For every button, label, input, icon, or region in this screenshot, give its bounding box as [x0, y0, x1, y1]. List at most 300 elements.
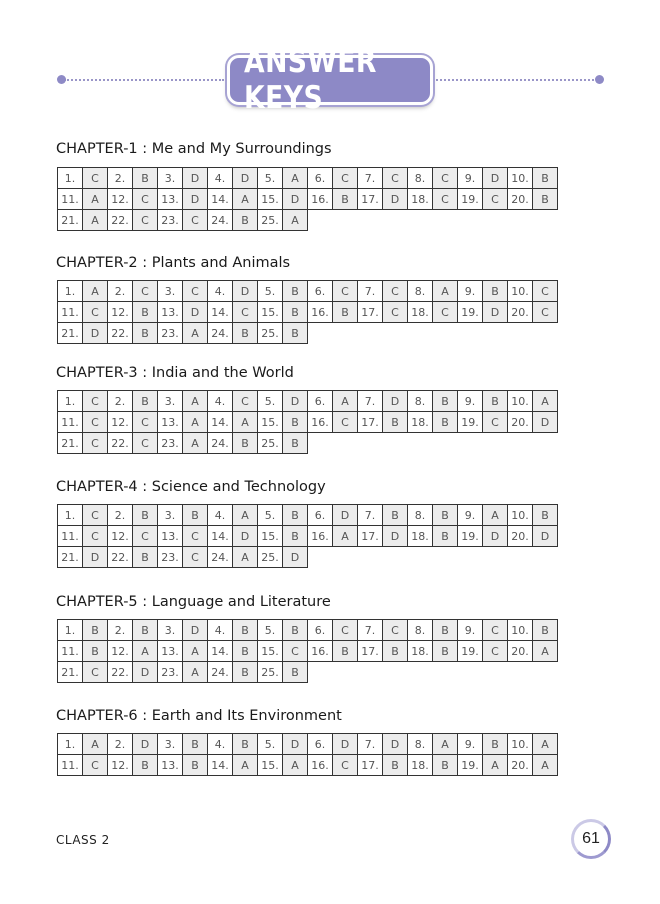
- answer-table: [57, 390, 558, 454]
- answer-cell: D: [383, 734, 408, 755]
- question-number: 16.: [308, 526, 333, 547]
- empty-cell: [333, 433, 358, 454]
- empty-cell: [333, 210, 358, 231]
- empty-cell: [358, 433, 383, 454]
- question-number: 14.: [208, 189, 233, 210]
- answer-row: [58, 168, 558, 189]
- answer-cell: B: [133, 302, 158, 323]
- question-number: 15.: [258, 412, 283, 433]
- question-number: 7.: [358, 620, 383, 641]
- answer-cell: D: [483, 526, 508, 547]
- answer-cell: C: [183, 547, 208, 568]
- answer-cell: C: [383, 168, 408, 189]
- question-number: 11.: [58, 412, 83, 433]
- question-number: 17.: [358, 755, 383, 776]
- title-badge: [227, 44, 433, 116]
- answer-cell: D: [233, 281, 258, 302]
- question-number: 13.: [158, 189, 183, 210]
- question-number: 20.: [508, 641, 533, 662]
- answer-cell: D: [333, 505, 358, 526]
- answer-table: [57, 167, 558, 231]
- question-number: 8.: [408, 505, 433, 526]
- answer-cell: C: [183, 281, 208, 302]
- answer-cell: C: [133, 210, 158, 231]
- question-number: 19.: [458, 755, 483, 776]
- answer-cell: A: [233, 412, 258, 433]
- answer-cell: A: [283, 168, 308, 189]
- question-number: 15.: [258, 755, 283, 776]
- header-dot-right: [595, 75, 604, 84]
- question-number: 24.: [208, 323, 233, 344]
- question-number: 19.: [458, 302, 483, 323]
- question-number: 4.: [208, 620, 233, 641]
- answer-cell: B: [483, 391, 508, 412]
- empty-cell: [533, 547, 558, 568]
- question-number: 3.: [158, 734, 183, 755]
- question-number: 11.: [58, 755, 83, 776]
- answer-cell: A: [533, 734, 558, 755]
- answer-cell: B: [433, 412, 458, 433]
- chapter-title: CHAPTER-4 : Science and Technology: [56, 479, 326, 495]
- answer-cell: B: [533, 620, 558, 641]
- answer-cell: A: [333, 526, 358, 547]
- question-number: 3.: [158, 620, 183, 641]
- answer-row: [58, 323, 558, 344]
- question-number: 6.: [308, 281, 333, 302]
- answer-cell: B: [433, 526, 458, 547]
- question-number: 18.: [408, 189, 433, 210]
- question-number: 19.: [458, 641, 483, 662]
- answer-cell: B: [183, 755, 208, 776]
- empty-cell: [433, 547, 458, 568]
- empty-cell: [383, 323, 408, 344]
- question-number: 2.: [108, 281, 133, 302]
- question-number: 2.: [108, 620, 133, 641]
- empty-cell: [458, 433, 483, 454]
- question-number: 12.: [108, 302, 133, 323]
- answer-cell: B: [183, 734, 208, 755]
- answer-cell: A: [183, 433, 208, 454]
- answer-cell: C: [383, 281, 408, 302]
- answer-cell: B: [133, 620, 158, 641]
- question-number: 3.: [158, 168, 183, 189]
- answer-cell: A: [183, 391, 208, 412]
- chapter-title: CHAPTER-1 : Me and My Surroundings: [56, 141, 332, 157]
- question-number: 17.: [358, 302, 383, 323]
- answer-cell: B: [283, 620, 308, 641]
- answer-cell: C: [133, 526, 158, 547]
- question-number: 4.: [208, 168, 233, 189]
- question-number: 1.: [58, 505, 83, 526]
- answer-row: [58, 526, 558, 547]
- empty-cell: [508, 547, 533, 568]
- question-number: 4.: [208, 391, 233, 412]
- answer-cell: D: [283, 734, 308, 755]
- answer-row: [58, 547, 558, 568]
- answer-cell: B: [233, 734, 258, 755]
- question-number: 10.: [508, 391, 533, 412]
- question-number: 16.: [308, 755, 333, 776]
- answer-cell: D: [283, 391, 308, 412]
- question-number: 17.: [358, 641, 383, 662]
- question-number: 1.: [58, 391, 83, 412]
- answer-cell: B: [233, 641, 258, 662]
- chapter-title: CHAPTER-3 : India and the World: [56, 365, 294, 381]
- question-number: 14.: [208, 641, 233, 662]
- question-number: 20.: [508, 189, 533, 210]
- question-number: 18.: [408, 412, 433, 433]
- question-number: 11.: [58, 526, 83, 547]
- answer-row: [58, 620, 558, 641]
- answer-cell: B: [133, 391, 158, 412]
- answer-cell: B: [283, 302, 308, 323]
- answer-cell: D: [183, 620, 208, 641]
- empty-cell: [308, 433, 333, 454]
- question-number: 17.: [358, 189, 383, 210]
- answer-table: [57, 280, 558, 344]
- answer-cell: D: [533, 526, 558, 547]
- answer-cell: C: [533, 302, 558, 323]
- question-number: 10.: [508, 505, 533, 526]
- answer-cell: A: [233, 505, 258, 526]
- answer-cell: A: [183, 412, 208, 433]
- empty-cell: [483, 433, 508, 454]
- question-number: 16.: [308, 641, 333, 662]
- empty-cell: [383, 547, 408, 568]
- question-number: 8.: [408, 168, 433, 189]
- empty-cell: [308, 662, 333, 683]
- answer-row: [58, 505, 558, 526]
- answer-table: [57, 504, 558, 568]
- answer-cell: B: [233, 210, 258, 231]
- question-number: 22.: [108, 323, 133, 344]
- question-number: 13.: [158, 641, 183, 662]
- answer-row: [58, 755, 558, 776]
- question-number: 8.: [408, 391, 433, 412]
- header-dot-left: [57, 75, 66, 84]
- empty-cell: [508, 323, 533, 344]
- answer-cell: A: [133, 641, 158, 662]
- question-number: 6.: [308, 391, 333, 412]
- answer-cell: B: [83, 620, 108, 641]
- question-number: 7.: [358, 281, 383, 302]
- question-number: 19.: [458, 412, 483, 433]
- answer-cell: C: [83, 662, 108, 683]
- answer-cell: C: [183, 210, 208, 231]
- answer-cell: B: [383, 641, 408, 662]
- question-number: 15.: [258, 641, 283, 662]
- answer-cell: C: [83, 302, 108, 323]
- answer-cell: B: [283, 526, 308, 547]
- question-number: 9.: [458, 168, 483, 189]
- answer-cell: C: [83, 505, 108, 526]
- empty-cell: [383, 433, 408, 454]
- answer-cell: B: [233, 433, 258, 454]
- answer-cell: C: [333, 168, 358, 189]
- answer-cell: B: [283, 323, 308, 344]
- answer-cell: B: [283, 662, 308, 683]
- question-number: 16.: [308, 412, 333, 433]
- empty-cell: [408, 323, 433, 344]
- answer-row: [58, 433, 558, 454]
- question-number: 23.: [158, 323, 183, 344]
- answer-cell: A: [533, 391, 558, 412]
- empty-cell: [408, 433, 433, 454]
- answer-cell: C: [433, 302, 458, 323]
- answer-cell: D: [483, 168, 508, 189]
- empty-cell: [483, 662, 508, 683]
- answer-cell: D: [483, 302, 508, 323]
- answer-cell: C: [433, 189, 458, 210]
- question-number: 12.: [108, 755, 133, 776]
- answer-cell: C: [333, 620, 358, 641]
- answer-cell: A: [483, 755, 508, 776]
- answer-cell: B: [433, 620, 458, 641]
- question-number: 3.: [158, 505, 183, 526]
- question-number: 17.: [358, 412, 383, 433]
- question-number: 5.: [258, 281, 283, 302]
- empty-cell: [508, 210, 533, 231]
- question-number: 20.: [508, 755, 533, 776]
- question-number: 15.: [258, 526, 283, 547]
- answer-cell: C: [483, 641, 508, 662]
- answer-cell: B: [283, 412, 308, 433]
- question-number: 22.: [108, 433, 133, 454]
- answer-cell: B: [233, 662, 258, 683]
- question-number: 4.: [208, 281, 233, 302]
- empty-cell: [358, 210, 383, 231]
- answer-cell: A: [183, 323, 208, 344]
- empty-cell: [533, 210, 558, 231]
- answer-cell: B: [133, 547, 158, 568]
- question-number: 11.: [58, 641, 83, 662]
- question-number: 25.: [258, 433, 283, 454]
- answer-cell: A: [333, 391, 358, 412]
- question-number: 10.: [508, 734, 533, 755]
- empty-cell: [533, 323, 558, 344]
- question-number: 25.: [258, 662, 283, 683]
- answer-cell: B: [183, 505, 208, 526]
- question-number: 6.: [308, 168, 333, 189]
- answer-cell: B: [533, 168, 558, 189]
- answer-cell: B: [333, 189, 358, 210]
- question-number: 3.: [158, 391, 183, 412]
- question-number: 1.: [58, 620, 83, 641]
- question-number: 24.: [208, 662, 233, 683]
- answer-cell: A: [433, 734, 458, 755]
- answer-cell: D: [283, 189, 308, 210]
- question-number: 6.: [308, 505, 333, 526]
- empty-cell: [333, 662, 358, 683]
- chapter-title: CHAPTER-2 : Plants and Animals: [56, 255, 291, 271]
- empty-cell: [458, 662, 483, 683]
- answer-cell: C: [433, 168, 458, 189]
- answer-cell: B: [283, 505, 308, 526]
- answer-cell: C: [233, 302, 258, 323]
- question-number: 21.: [58, 662, 83, 683]
- answer-cell: D: [233, 526, 258, 547]
- answer-cell: D: [283, 547, 308, 568]
- empty-cell: [358, 662, 383, 683]
- question-number: 5.: [258, 505, 283, 526]
- answer-cell: B: [283, 433, 308, 454]
- answer-cell: D: [383, 526, 408, 547]
- question-number: 5.: [258, 391, 283, 412]
- answer-cell: A: [233, 189, 258, 210]
- empty-cell: [483, 210, 508, 231]
- answer-cell: C: [283, 641, 308, 662]
- answer-cell: C: [183, 526, 208, 547]
- answer-cell: D: [133, 734, 158, 755]
- empty-cell: [458, 210, 483, 231]
- question-number: 1.: [58, 168, 83, 189]
- answer-cell: B: [433, 641, 458, 662]
- question-number: 2.: [108, 505, 133, 526]
- empty-cell: [408, 547, 433, 568]
- answer-cell: A: [83, 189, 108, 210]
- empty-cell: [383, 662, 408, 683]
- question-number: 14.: [208, 526, 233, 547]
- question-number: 15.: [258, 189, 283, 210]
- question-number: 12.: [108, 641, 133, 662]
- empty-cell: [308, 547, 333, 568]
- question-number: 17.: [358, 526, 383, 547]
- question-number: 25.: [258, 210, 283, 231]
- answer-cell: D: [233, 168, 258, 189]
- empty-cell: [458, 547, 483, 568]
- answer-cell: C: [383, 620, 408, 641]
- answer-cell: B: [133, 755, 158, 776]
- page-title: ANSWER KEYS: [244, 44, 377, 116]
- answer-row: [58, 734, 558, 755]
- answer-cell: C: [83, 433, 108, 454]
- answer-table: [57, 733, 558, 776]
- empty-cell: [408, 210, 433, 231]
- question-number: 7.: [358, 168, 383, 189]
- answer-cell: C: [133, 189, 158, 210]
- empty-cell: [508, 433, 533, 454]
- question-number: 6.: [308, 734, 333, 755]
- chapter-title: CHAPTER-6 : Earth and Its Environment: [56, 708, 342, 724]
- answer-cell: D: [333, 734, 358, 755]
- question-number: 10.: [508, 620, 533, 641]
- answer-cell: D: [383, 189, 408, 210]
- question-number: 25.: [258, 547, 283, 568]
- answer-row: [58, 391, 558, 412]
- answer-cell: A: [83, 281, 108, 302]
- question-number: 21.: [58, 547, 83, 568]
- question-number: 22.: [108, 662, 133, 683]
- question-number: 21.: [58, 433, 83, 454]
- empty-cell: [358, 547, 383, 568]
- page-number: [571, 819, 611, 859]
- answer-cell: B: [333, 302, 358, 323]
- empty-cell: [308, 323, 333, 344]
- answer-row: [58, 412, 558, 433]
- answer-cell: C: [83, 412, 108, 433]
- empty-cell: [533, 662, 558, 683]
- empty-cell: [333, 323, 358, 344]
- question-number: 2.: [108, 391, 133, 412]
- question-number: 23.: [158, 547, 183, 568]
- question-number: 16.: [308, 189, 333, 210]
- class-label: CLASS 2: [56, 833, 110, 847]
- question-number: 8.: [408, 734, 433, 755]
- question-number: 11.: [58, 189, 83, 210]
- question-number: 8.: [408, 281, 433, 302]
- question-number: 24.: [208, 547, 233, 568]
- question-number: 25.: [258, 323, 283, 344]
- question-number: 13.: [158, 412, 183, 433]
- empty-cell: [433, 210, 458, 231]
- question-number: 18.: [408, 755, 433, 776]
- question-number: 23.: [158, 210, 183, 231]
- answer-cell: A: [283, 755, 308, 776]
- question-number: 20.: [508, 302, 533, 323]
- question-number: 22.: [108, 547, 133, 568]
- question-number: 18.: [408, 302, 433, 323]
- answer-cell: A: [283, 210, 308, 231]
- question-number: 3.: [158, 281, 183, 302]
- answer-cell: C: [333, 281, 358, 302]
- question-number: 4.: [208, 734, 233, 755]
- answer-cell: C: [483, 620, 508, 641]
- answer-table: [57, 619, 558, 683]
- header-dotted-line-left: [64, 79, 224, 81]
- answer-cell: C: [83, 168, 108, 189]
- answer-cell: D: [133, 662, 158, 683]
- question-number: 9.: [458, 505, 483, 526]
- question-number: 9.: [458, 391, 483, 412]
- answer-cell: B: [533, 505, 558, 526]
- page-number-text: 61: [582, 830, 600, 847]
- question-number: 9.: [458, 734, 483, 755]
- empty-cell: [458, 323, 483, 344]
- answer-cell: C: [233, 391, 258, 412]
- question-number: 20.: [508, 412, 533, 433]
- answer-cell: B: [383, 505, 408, 526]
- answer-cell: A: [183, 641, 208, 662]
- question-number: 2.: [108, 734, 133, 755]
- header-dotted-line-right: [436, 79, 598, 81]
- answer-cell: C: [483, 189, 508, 210]
- empty-cell: [408, 662, 433, 683]
- answer-cell: A: [183, 662, 208, 683]
- answer-cell: C: [133, 281, 158, 302]
- answer-cell: B: [233, 323, 258, 344]
- question-number: 5.: [258, 168, 283, 189]
- answer-cell: B: [433, 505, 458, 526]
- answer-cell: B: [533, 189, 558, 210]
- answer-row: [58, 302, 558, 323]
- answer-cell: C: [83, 526, 108, 547]
- answer-cell: B: [233, 620, 258, 641]
- question-number: 20.: [508, 526, 533, 547]
- question-number: 2.: [108, 168, 133, 189]
- question-number: 21.: [58, 323, 83, 344]
- answer-cell: B: [433, 391, 458, 412]
- question-number: 13.: [158, 755, 183, 776]
- answer-cell: C: [383, 302, 408, 323]
- answer-cell: A: [433, 281, 458, 302]
- question-number: 9.: [458, 281, 483, 302]
- question-number: 10.: [508, 281, 533, 302]
- question-number: 22.: [108, 210, 133, 231]
- question-number: 4.: [208, 505, 233, 526]
- question-number: 5.: [258, 620, 283, 641]
- answer-cell: D: [183, 168, 208, 189]
- empty-cell: [533, 433, 558, 454]
